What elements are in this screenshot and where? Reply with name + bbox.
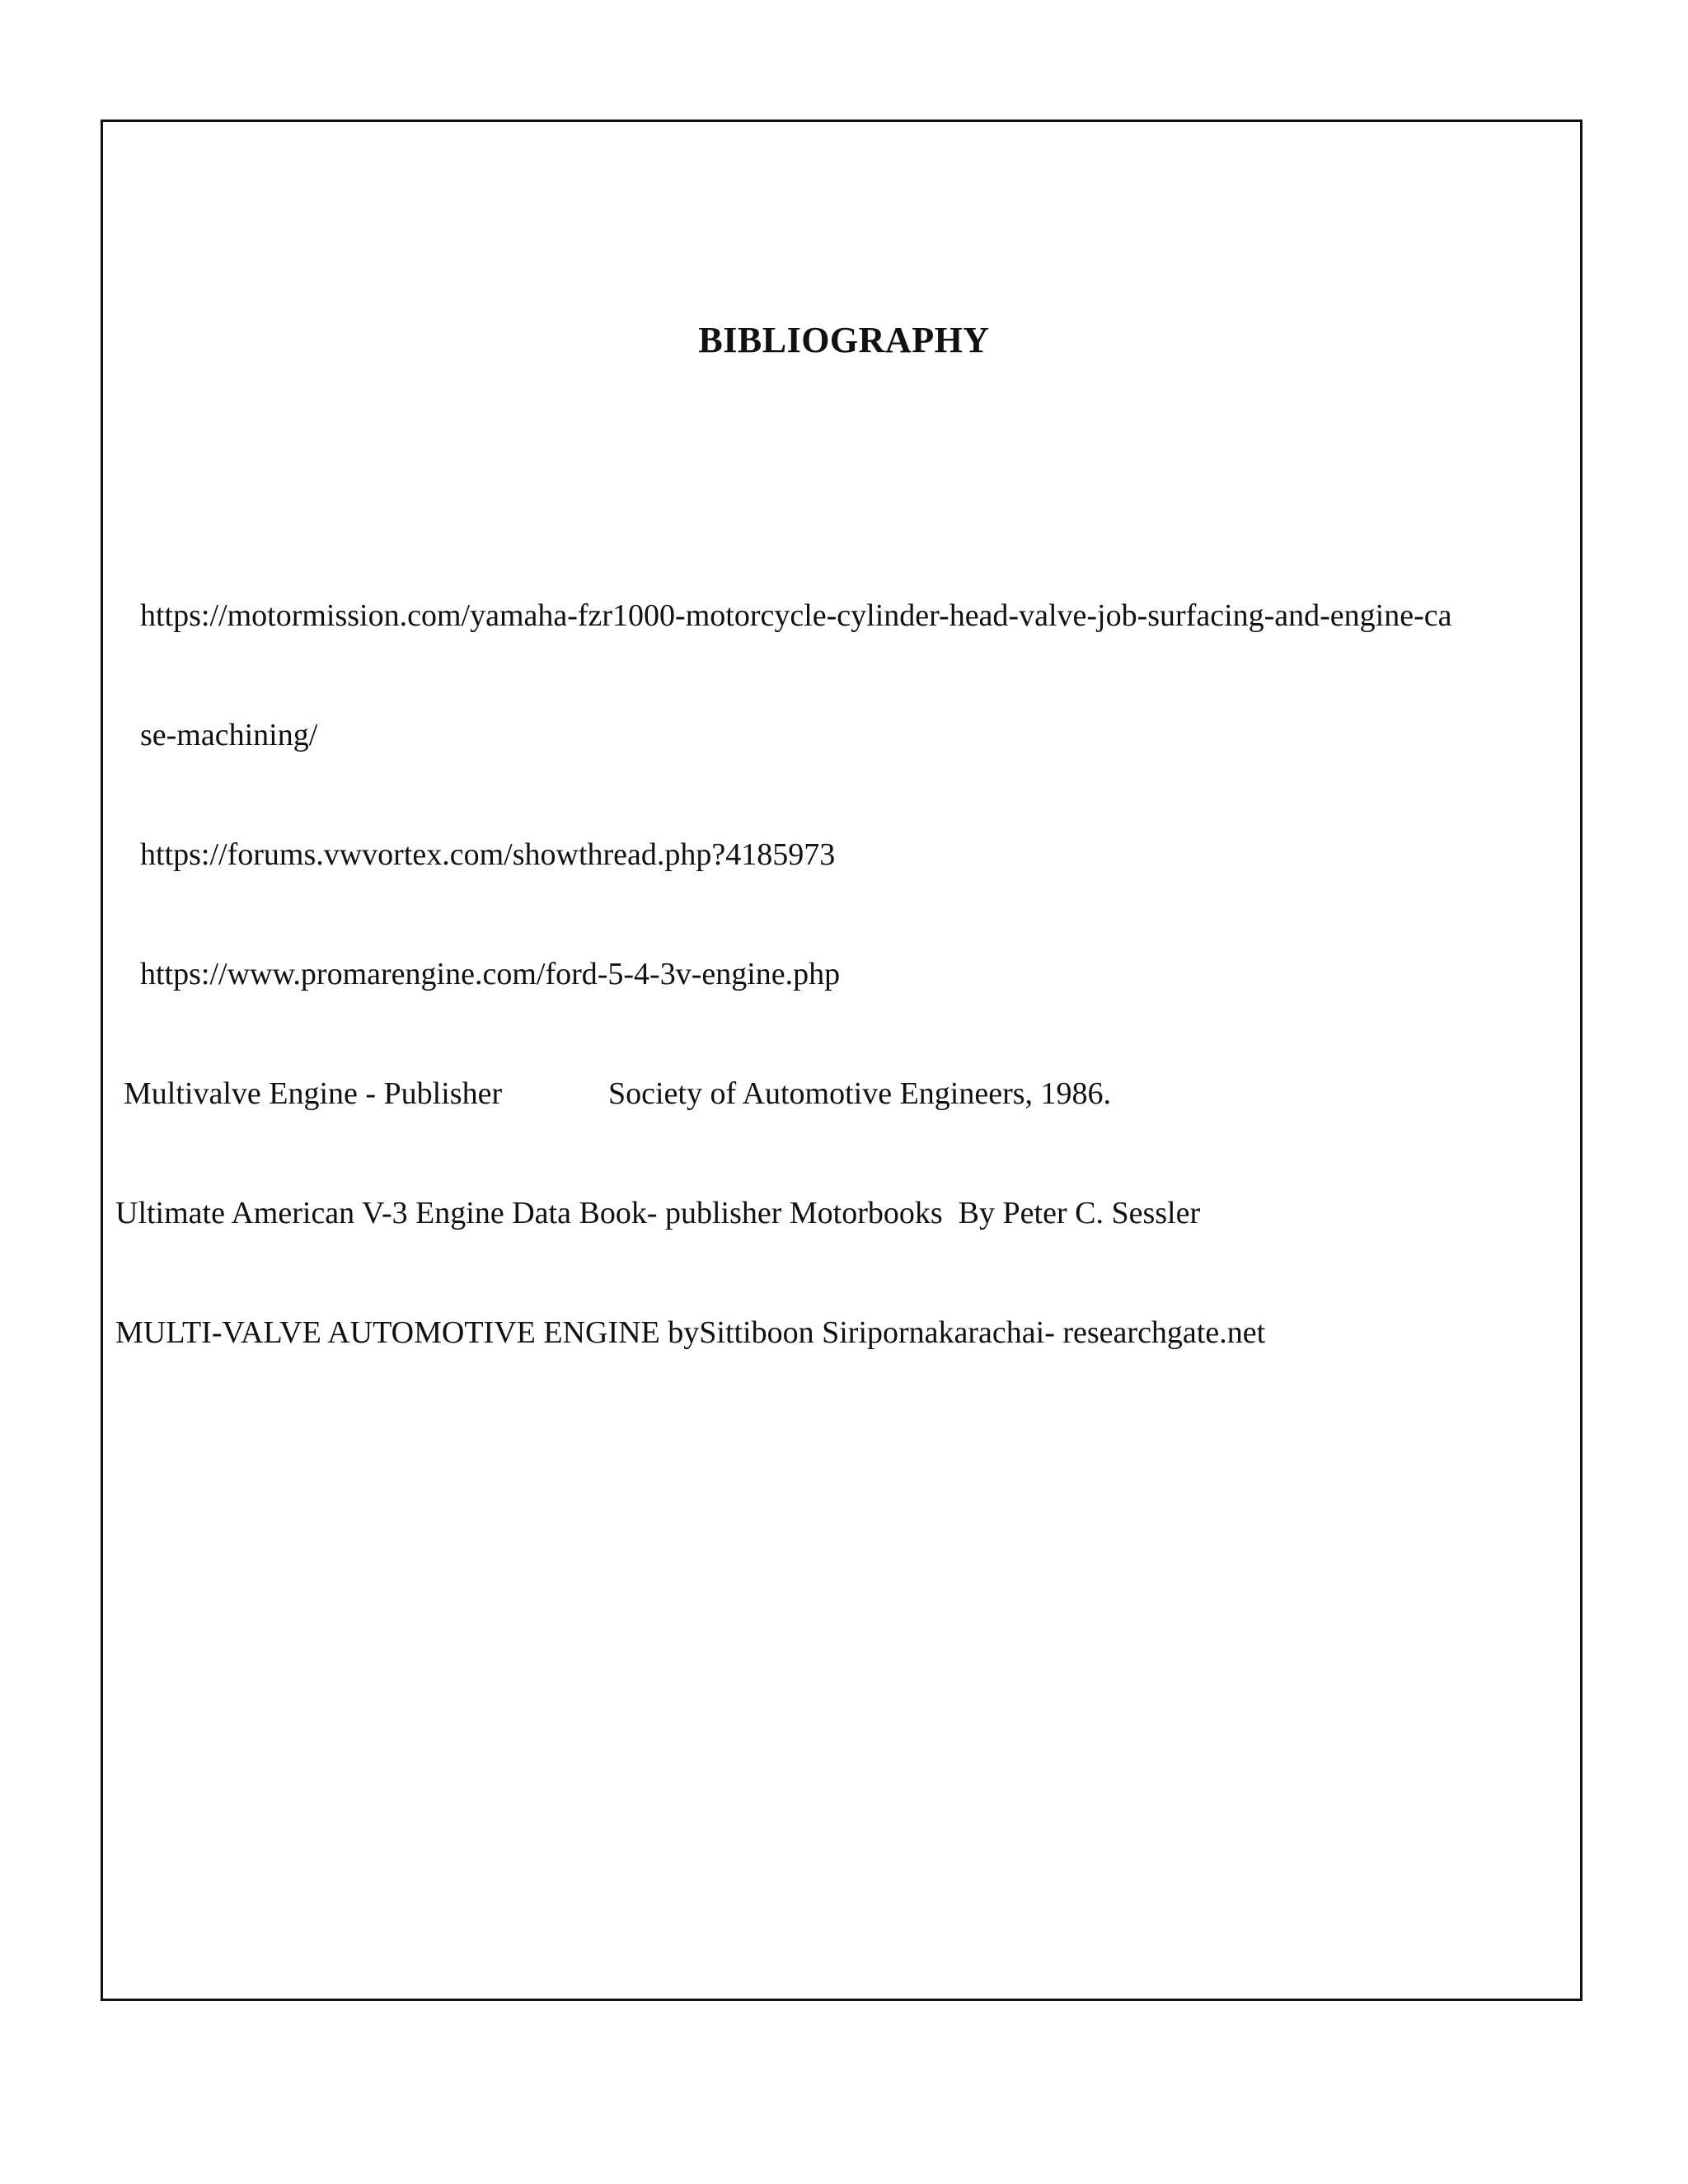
bibliography-entry-url-3: https://www.promarengine.com/ford-5-4-3v-engine.php — [140, 957, 841, 991]
bibliography-entry-url-1a: https://motormission.com/yamaha-fzr1000-motorcycle-cylinder-head-valve-job-surfacing-and-engine-ca — [140, 598, 1452, 633]
bibliography-entry-url-1b: se-machining/ — [140, 718, 318, 752]
page-title: BIBLIOGRAPHY — [698, 320, 990, 360]
bibliography-entry-url-2: https://forums.vwvortex.com/showthread.php?4185973 — [140, 837, 836, 872]
bibliography-entry-book-1-publisher: Society of Automotive Engineers, 1986. — [608, 1076, 1112, 1111]
bibliography-entry-book-2: Ultimate American V-3 Engine Data Book- publisher Motorbooks By Peter C. Sessler — [115, 1196, 1201, 1230]
bibliography-entry-book-3: MULTI-VALVE AUTOMOTIVE ENGINE bySittiboon Siripornakarachai- researchgate.net — [115, 1315, 1266, 1350]
bibliography-entry-book-1-title: Multivalve Engine - Publisher — [124, 1076, 503, 1111]
page-border — [101, 120, 1582, 2001]
